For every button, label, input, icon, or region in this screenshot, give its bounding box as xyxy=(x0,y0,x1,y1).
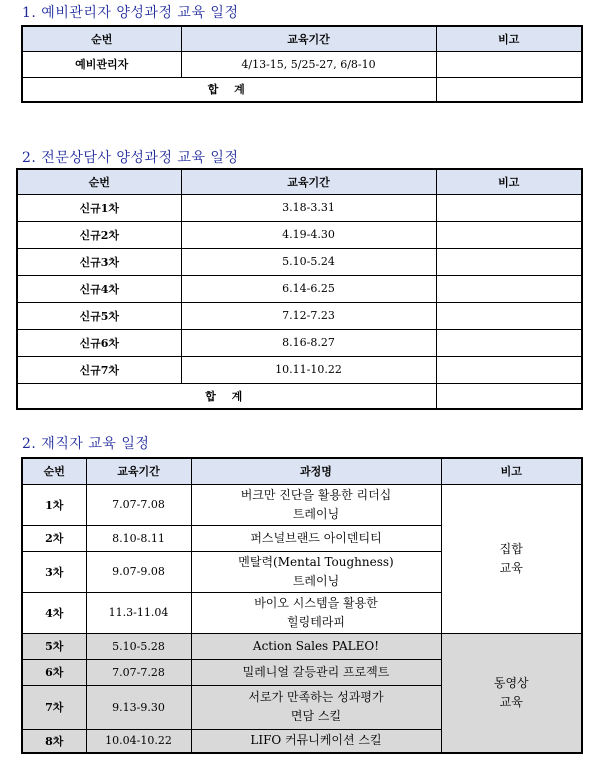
row-period: 5.10-5.28 xyxy=(86,633,191,659)
note-group-video xyxy=(441,633,582,753)
row-label: 신규6차 xyxy=(17,329,181,356)
row-label: 8차 xyxy=(22,729,86,753)
table-row xyxy=(22,51,582,77)
course-line: 멘탈력(Mental Toughness) xyxy=(238,554,394,569)
total-label: 합 계 xyxy=(17,383,436,409)
note-group-offline xyxy=(441,484,582,633)
total-row xyxy=(22,77,582,102)
row-label: 신규4차 xyxy=(17,275,181,302)
total-row xyxy=(17,383,582,409)
row-period: 9.07-9.08 xyxy=(86,551,191,592)
course-line: 힐링테라피 xyxy=(287,614,345,629)
row-label: 1차 xyxy=(22,484,86,525)
note-line: 교육 xyxy=(499,694,523,709)
row-note xyxy=(436,275,582,302)
section2-title: 2. 전문상담사 양성과정 교육 일정 xyxy=(22,150,239,166)
row-note xyxy=(436,194,582,221)
section2-table xyxy=(16,168,583,410)
row-period: 4.19-4.30 xyxy=(181,221,436,248)
row-period: 10.04-10.22 xyxy=(86,729,191,753)
row-period: 7.07-7.28 xyxy=(86,659,191,685)
row-label: 신규3차 xyxy=(17,248,181,275)
row-period: 7.07-7.08 xyxy=(86,484,191,525)
row-course xyxy=(191,729,441,753)
row-course xyxy=(191,633,441,659)
row-period: 11.3-11.04 xyxy=(86,592,191,633)
row-period: 9.13-9.30 xyxy=(86,685,191,729)
course-line: 면담 스킬 xyxy=(290,709,342,723)
course-line: LIFO 커뮤니케이션 스킬 xyxy=(250,733,382,748)
header-period: 교육기간 xyxy=(86,458,191,484)
row-period: 8.16-8.27 xyxy=(181,329,436,356)
section1-table xyxy=(21,25,583,103)
header-seq: 순번 xyxy=(22,26,181,51)
row-course xyxy=(191,551,441,592)
header-note: 비고 xyxy=(441,458,582,484)
course-line: Action Sales PALEO! xyxy=(252,638,380,653)
course-line: 바이오 시스템을 활용한 xyxy=(254,595,378,610)
table-header-row xyxy=(22,458,582,484)
header-course: 과정명 xyxy=(191,458,441,484)
row-period: 4/13-15, 5/25-27, 6/8-10 xyxy=(181,51,436,77)
course-line: 트레이닝 xyxy=(292,573,340,588)
table-row xyxy=(17,275,582,302)
row-course xyxy=(191,685,441,729)
course-line: 퍼스널브랜드 아이덴티티 xyxy=(250,530,382,545)
row-period: 5.10-5.24 xyxy=(181,248,436,275)
note-line: 집합 xyxy=(499,541,523,556)
row-note xyxy=(436,221,582,248)
course-line: 밀레니얼 갈등관리 프로젝트 xyxy=(242,664,390,679)
row-period: 7.12-7.23 xyxy=(181,302,436,329)
header-seq: 순번 xyxy=(17,169,181,194)
header-seq: 순번 xyxy=(22,458,86,484)
row-note xyxy=(436,51,582,77)
row-note xyxy=(436,248,582,275)
row-label: 2차 xyxy=(22,525,86,551)
course-line: 트레이닝 xyxy=(292,506,340,521)
header-note: 비고 xyxy=(436,169,582,194)
note-line: 교육 xyxy=(499,560,523,575)
row-label: 예비관리자 xyxy=(22,51,181,77)
row-course xyxy=(191,592,441,633)
header-period: 교육기간 xyxy=(181,169,436,194)
note-line: 동영상 xyxy=(493,675,529,690)
table-row xyxy=(17,356,582,383)
row-period: 10.11-10.22 xyxy=(181,356,436,383)
row-label: 7차 xyxy=(22,685,86,729)
course-line: 버크만 진단을 활용한 리더십 xyxy=(240,487,392,502)
row-course xyxy=(191,659,441,685)
row-label: 신규2차 xyxy=(17,221,181,248)
row-course xyxy=(191,484,441,525)
total-note xyxy=(436,77,582,102)
row-course xyxy=(191,525,441,551)
row-note xyxy=(436,356,582,383)
row-period: 3.18-3.31 xyxy=(181,194,436,221)
total-note xyxy=(436,383,582,409)
row-label: 6차 xyxy=(22,659,86,685)
row-label: 5차 xyxy=(22,633,86,659)
table-row xyxy=(17,329,582,356)
row-period: 6.14-6.25 xyxy=(181,275,436,302)
course-line: 서로가 만족하는 성과평가 xyxy=(248,690,384,704)
table-row xyxy=(22,633,582,659)
table-row xyxy=(17,248,582,275)
total-label: 합 계 xyxy=(22,77,436,102)
row-label: 신규1차 xyxy=(17,194,181,221)
section3-title: 2. 재직자 교육 일정 xyxy=(22,436,150,452)
row-note xyxy=(436,329,582,356)
table-header-row xyxy=(17,169,582,194)
row-label: 신규7차 xyxy=(17,356,181,383)
row-note xyxy=(436,302,582,329)
table-row xyxy=(17,221,582,248)
row-label: 4차 xyxy=(22,592,86,633)
table-header-row xyxy=(22,26,582,51)
table-row xyxy=(17,302,582,329)
row-label: 3차 xyxy=(22,551,86,592)
header-period: 교육기간 xyxy=(181,26,436,51)
header-note: 비고 xyxy=(436,26,582,51)
table-row xyxy=(17,194,582,221)
row-period: 8.10-8.11 xyxy=(86,525,191,551)
section1-title: 1. 예비관리자 양성과정 교육 일정 xyxy=(22,5,239,21)
section3-table xyxy=(21,457,583,754)
table-row xyxy=(22,484,582,525)
row-label: 신규5차 xyxy=(17,302,181,329)
